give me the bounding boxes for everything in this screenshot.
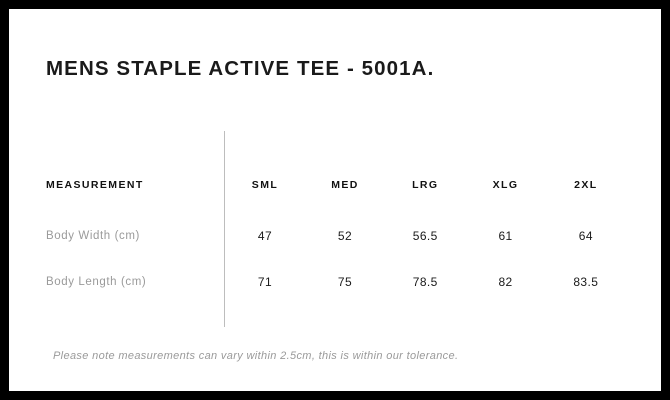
spacer-cell — [465, 191, 545, 213]
page-title: MENS STAPLE ACTIVE TEE - 5001A. — [46, 57, 435, 80]
column-header-lrg: LRG — [412, 179, 439, 191]
cell-body-width-lrg: 56.5 — [412, 229, 438, 243]
spacer-cell — [385, 191, 465, 213]
row-label-body-width: Body Width (cm) — [46, 230, 140, 242]
spacer-cell — [305, 191, 385, 213]
cell-body-length-lrg: 78.5 — [412, 275, 438, 289]
cell-body-length-med: 75 — [337, 275, 353, 289]
row-label-body-length: Body Length (cm) — [46, 276, 147, 288]
size-chart-page — [9, 9, 661, 391]
cell-body-length-xlg: 82 — [498, 275, 513, 289]
table-spacer-row — [46, 191, 626, 213]
column-header-med: MED — [331, 179, 359, 191]
size-table — [46, 131, 626, 327]
cell-body-length-2xl: 83.5 — [573, 275, 599, 289]
cell-body-length-sml: 71 — [225, 259, 305, 305]
table-row — [46, 213, 626, 259]
table-header-row — [46, 131, 626, 191]
column-header-sml: SML — [225, 131, 305, 191]
column-header-2xl: 2XL — [574, 179, 598, 191]
column-header-xlg: XLG — [492, 179, 519, 191]
tolerance-note: Please note measurements can vary within 2.5cm, this is within our tolerance. — [53, 350, 459, 362]
spacer-cell — [46, 191, 225, 213]
cell-body-width-xlg: 61 — [498, 229, 513, 243]
spacer-cell — [546, 191, 626, 213]
column-header-measurement: MEASUREMENT — [46, 179, 144, 191]
cell-body-width-sml: 47 — [225, 213, 305, 259]
spacer-cell — [305, 305, 385, 327]
spacer-cell — [385, 305, 465, 327]
size-table-container — [46, 131, 626, 327]
table-spacer-row — [46, 305, 626, 327]
spacer-cell-divider — [225, 191, 305, 213]
spacer-cell-divider — [225, 305, 305, 327]
spacer-cell — [46, 305, 225, 327]
spacer-cell — [465, 305, 545, 327]
cell-body-width-2xl: 64 — [578, 229, 593, 243]
spacer-cell — [546, 305, 626, 327]
cell-body-width-med: 52 — [337, 229, 353, 243]
table-row — [46, 259, 626, 305]
